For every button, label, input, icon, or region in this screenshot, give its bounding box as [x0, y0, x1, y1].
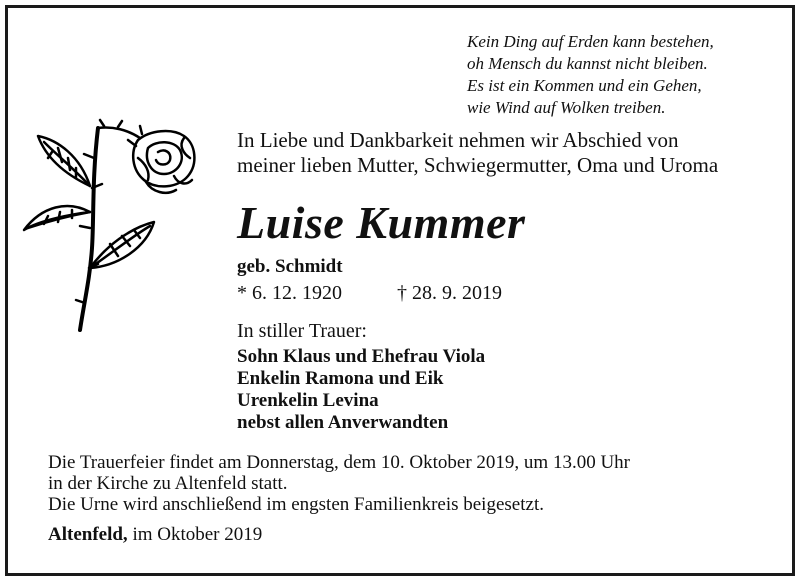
poem-line: oh Mensch du kannst nicht bleiben.: [467, 54, 708, 73]
service-line: Die Trauerfeier findet am Donnerstag, dem 10. Oktober 2019, um 13.00 Uhr: [48, 452, 631, 473]
poem-verse: [467, 31, 714, 119]
mourner-entry: Sohn Klaus und Ehefrau Viola: [237, 346, 486, 367]
birth-name: geb. Schmidt: [237, 256, 343, 277]
signoff-place: Altenfeld,: [48, 524, 128, 545]
rose-icon: [18, 118, 218, 338]
intro-line: In Liebe und Dankbarkeit nehmen wir Abschied von: [237, 128, 679, 152]
poem-line: Es ist ein Kommen und ein Gehen,: [467, 76, 702, 95]
service-line: in der Kirche zu Altenfeld statt.: [48, 473, 288, 494]
deceased-name: Luise Kummer: [237, 197, 526, 248]
mourner-entry: Urenkelin Levina: [237, 390, 379, 411]
signoff-date: im Oktober 2019: [127, 524, 263, 545]
birth-date: * 6. 12. 1920: [237, 282, 342, 304]
signoff: [48, 524, 262, 546]
mourning-label: In stiller Trauer:: [237, 320, 367, 342]
poem-line: wie Wind auf Wolken treiben.: [467, 98, 666, 117]
mourners-list: [237, 346, 485, 434]
service-details: [48, 452, 630, 515]
intro-line: meiner lieben Mutter, Schwiegermutter, Oma und Uroma: [237, 153, 719, 177]
life-dates: [237, 282, 502, 305]
poem-line: Kein Ding auf Erden kann bestehen,: [467, 32, 714, 51]
death-date: † 28. 9. 2019: [397, 282, 502, 304]
service-line: Die Urne wird anschließend im engsten Familienkreis beigesetzt.: [48, 494, 544, 515]
mourner-entry: nebst allen Anverwandten: [237, 412, 449, 433]
mourner-entry: Enkelin Ramona und Eik: [237, 368, 444, 389]
farewell-intro: [237, 128, 718, 178]
